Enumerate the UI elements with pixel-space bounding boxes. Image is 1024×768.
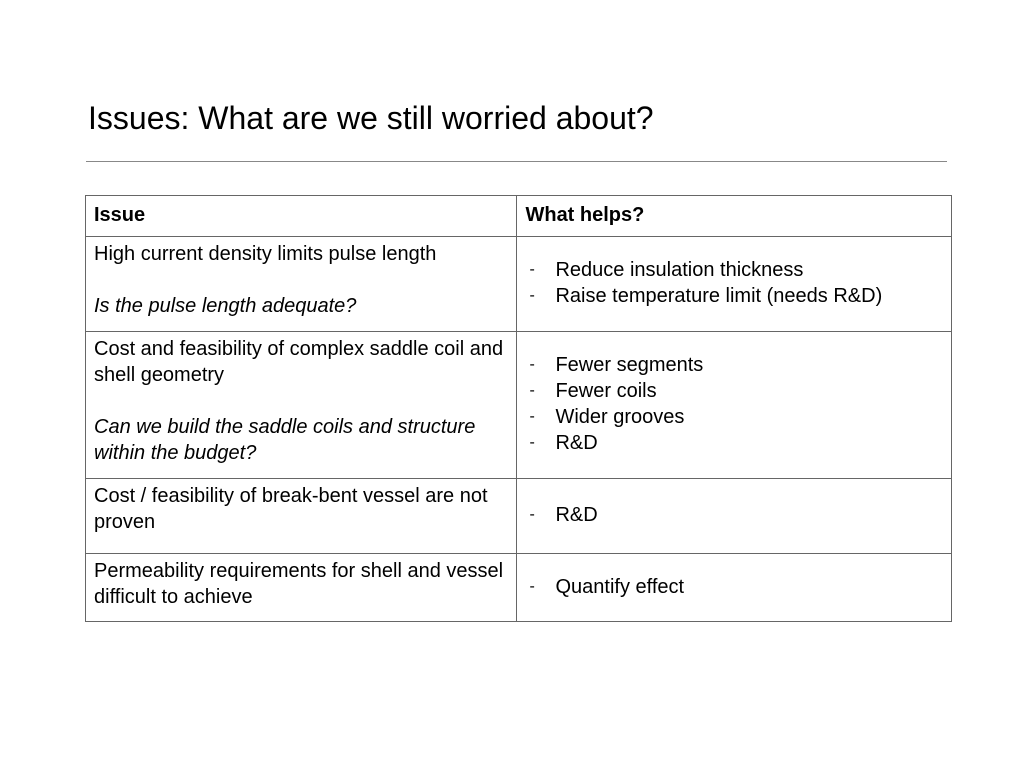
- dash-bullet-icon: -: [529, 356, 535, 373]
- helps-list: [529, 257, 943, 309]
- helps-list: [529, 352, 943, 456]
- helps-list: [529, 574, 943, 600]
- helps-cell: [517, 332, 952, 479]
- help-text: R&D: [555, 432, 598, 454]
- issue-text: Cost and feasibility of complex saddle coil and shell geometry: [94, 338, 504, 386]
- dash-bullet-icon: -: [529, 434, 535, 451]
- dash-bullet-icon: -: [529, 261, 535, 278]
- help-text: R&D: [555, 504, 598, 526]
- issue-cell: [86, 237, 517, 332]
- issues-table: [85, 195, 952, 622]
- table-row: [86, 554, 952, 622]
- table-row: [86, 332, 952, 479]
- dash-bullet-icon: -: [529, 287, 535, 304]
- table-row: [86, 479, 952, 554]
- help-text: Reduce insulation thickness: [555, 259, 804, 281]
- table-row: [86, 237, 952, 332]
- help-text: Quantify effect: [555, 575, 685, 598]
- list-item: [529, 404, 943, 430]
- issue-text: Cost / feasibility of break-bent vessel are not proven: [94, 485, 488, 533]
- help-text: Wider grooves: [555, 406, 685, 428]
- issue-question: Is the pulse length adequate?: [94, 295, 357, 317]
- title-divider: [86, 161, 947, 162]
- help-text: Fewer coils: [555, 380, 657, 402]
- slide-title: Issues: What are we still worried about?: [88, 100, 654, 136]
- list-item: [529, 502, 943, 528]
- dash-bullet-icon: -: [529, 506, 535, 523]
- dash-bullet-icon: -: [529, 577, 535, 595]
- list-item: [529, 574, 943, 600]
- issue-question: Can we build the saddle coils and structure within the budget?: [94, 416, 476, 464]
- issue-cell: [86, 479, 517, 554]
- issue-text: High current density limits pulse length: [94, 243, 437, 265]
- helps-cell: [517, 237, 952, 332]
- header-issue: Issue: [86, 196, 517, 237]
- help-text: Raise temperature limit (needs R&D): [555, 285, 883, 307]
- table-header-row: [86, 196, 952, 237]
- dash-bullet-icon: -: [529, 408, 535, 425]
- header-what-helps: What helps?: [517, 196, 952, 237]
- helps-cell: [517, 479, 952, 554]
- list-item: [529, 257, 943, 283]
- list-item: [529, 352, 943, 378]
- helps-cell: [517, 554, 952, 622]
- issue-text: Permeability requirements for shell and vessel difficult to achieve: [94, 560, 504, 608]
- issue-cell: [86, 332, 517, 479]
- issue-cell: [86, 554, 517, 622]
- helps-list: [529, 502, 943, 528]
- list-item: [529, 378, 943, 404]
- help-text: Fewer segments: [555, 354, 704, 376]
- list-item: [529, 430, 943, 456]
- dash-bullet-icon: -: [529, 382, 535, 399]
- list-item: [529, 283, 943, 309]
